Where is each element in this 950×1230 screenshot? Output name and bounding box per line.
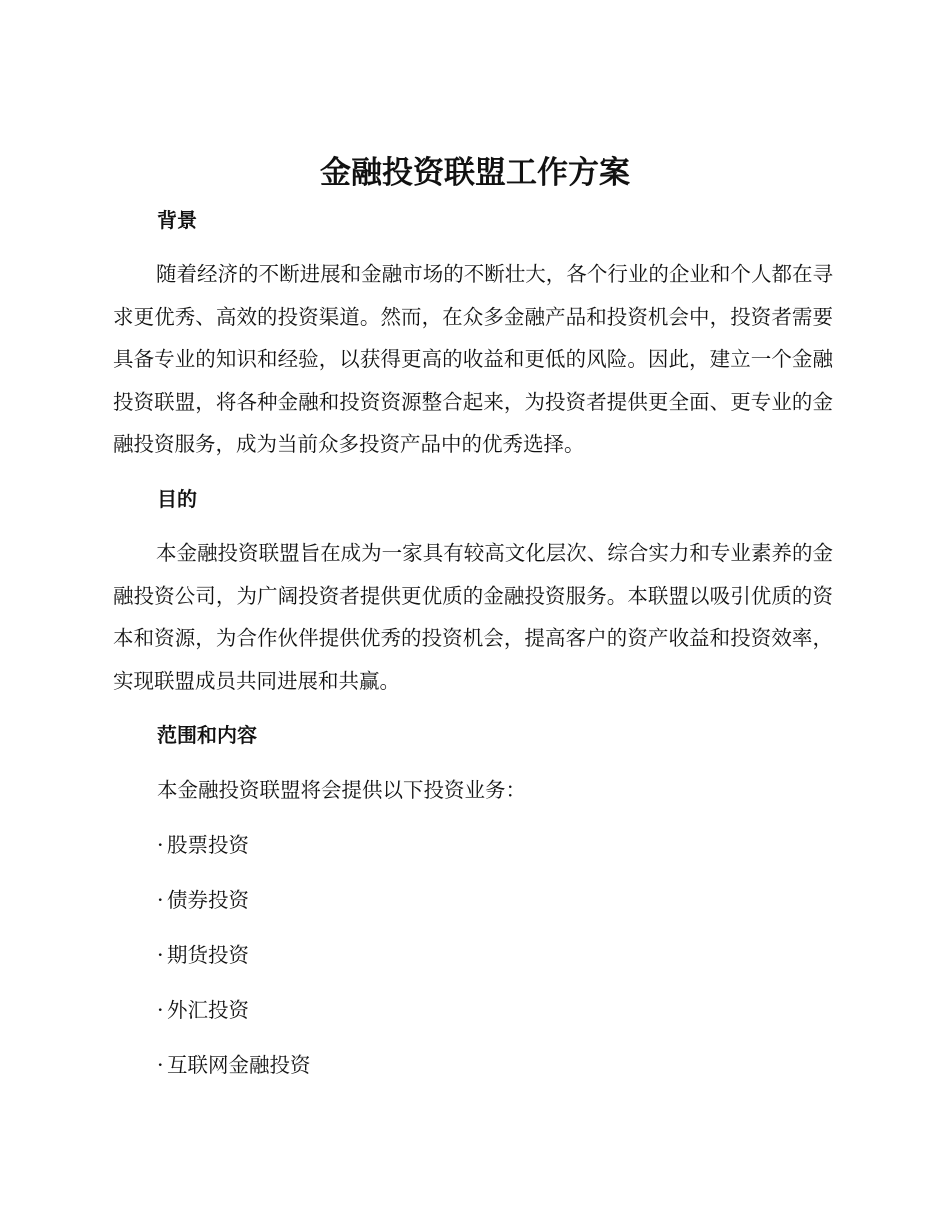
bullet-icon: ·: [157, 1053, 164, 1077]
bullet-icon: ·: [157, 888, 164, 912]
list-item: [157, 831, 249, 859]
section-heading-purpose: 目的: [157, 487, 197, 511]
bullet-icon: ·: [157, 943, 164, 967]
list-item-label: 互联网金融投资: [167, 1053, 311, 1077]
section-paragraph-background: 随着经济的不断进展和金融市场的不断壮大，各个行业的企业和个人都在寻求更优秀、高效的投资渠道。然而，在众多金融产品和投资机会中，投资者需要具备专业的知识和经验，以获得更高的收益和更低的风险。因此，建立一个金融投资联盟，将各种金融和投资资源整合起来，为投资者提供更全面、更专业的金融投资服务，成为当前众多投资产品中的优秀选择。: [113, 262, 833, 456]
list-item: [157, 886, 249, 914]
bullet-icon: ·: [157, 998, 164, 1022]
section-paragraph-purpose: 本金融投资联盟旨在成为一家具有较高文化层次、综合实力和专业素养的金融投资公司，为广阔投资者提供更优质的金融投资服务。本联盟以吸引优质的资本和资源，为合作伙伴提供优秀的投资机会，提高客户的资产收益和投资效率，实现联盟成员共同进展和共赢。: [113, 541, 833, 693]
bullet-icon: ·: [157, 833, 164, 857]
list-item-label: 外汇投资: [167, 998, 249, 1022]
list-item: [157, 1051, 311, 1079]
page-title: 金融投资联盟工作方案: [320, 155, 630, 191]
section-intro-scope: 本金融投资联盟将会提供以下投资业务：: [157, 778, 526, 802]
section-heading-scope: 范围和内容: [157, 723, 257, 747]
list-item: [157, 941, 249, 969]
list-item-label: 股票投资: [167, 833, 249, 857]
section-heading-background: 背景: [157, 208, 197, 232]
list-item-label: 债券投资: [167, 888, 249, 912]
list-item: [157, 996, 249, 1024]
list-item-label: 期货投资: [167, 943, 249, 967]
